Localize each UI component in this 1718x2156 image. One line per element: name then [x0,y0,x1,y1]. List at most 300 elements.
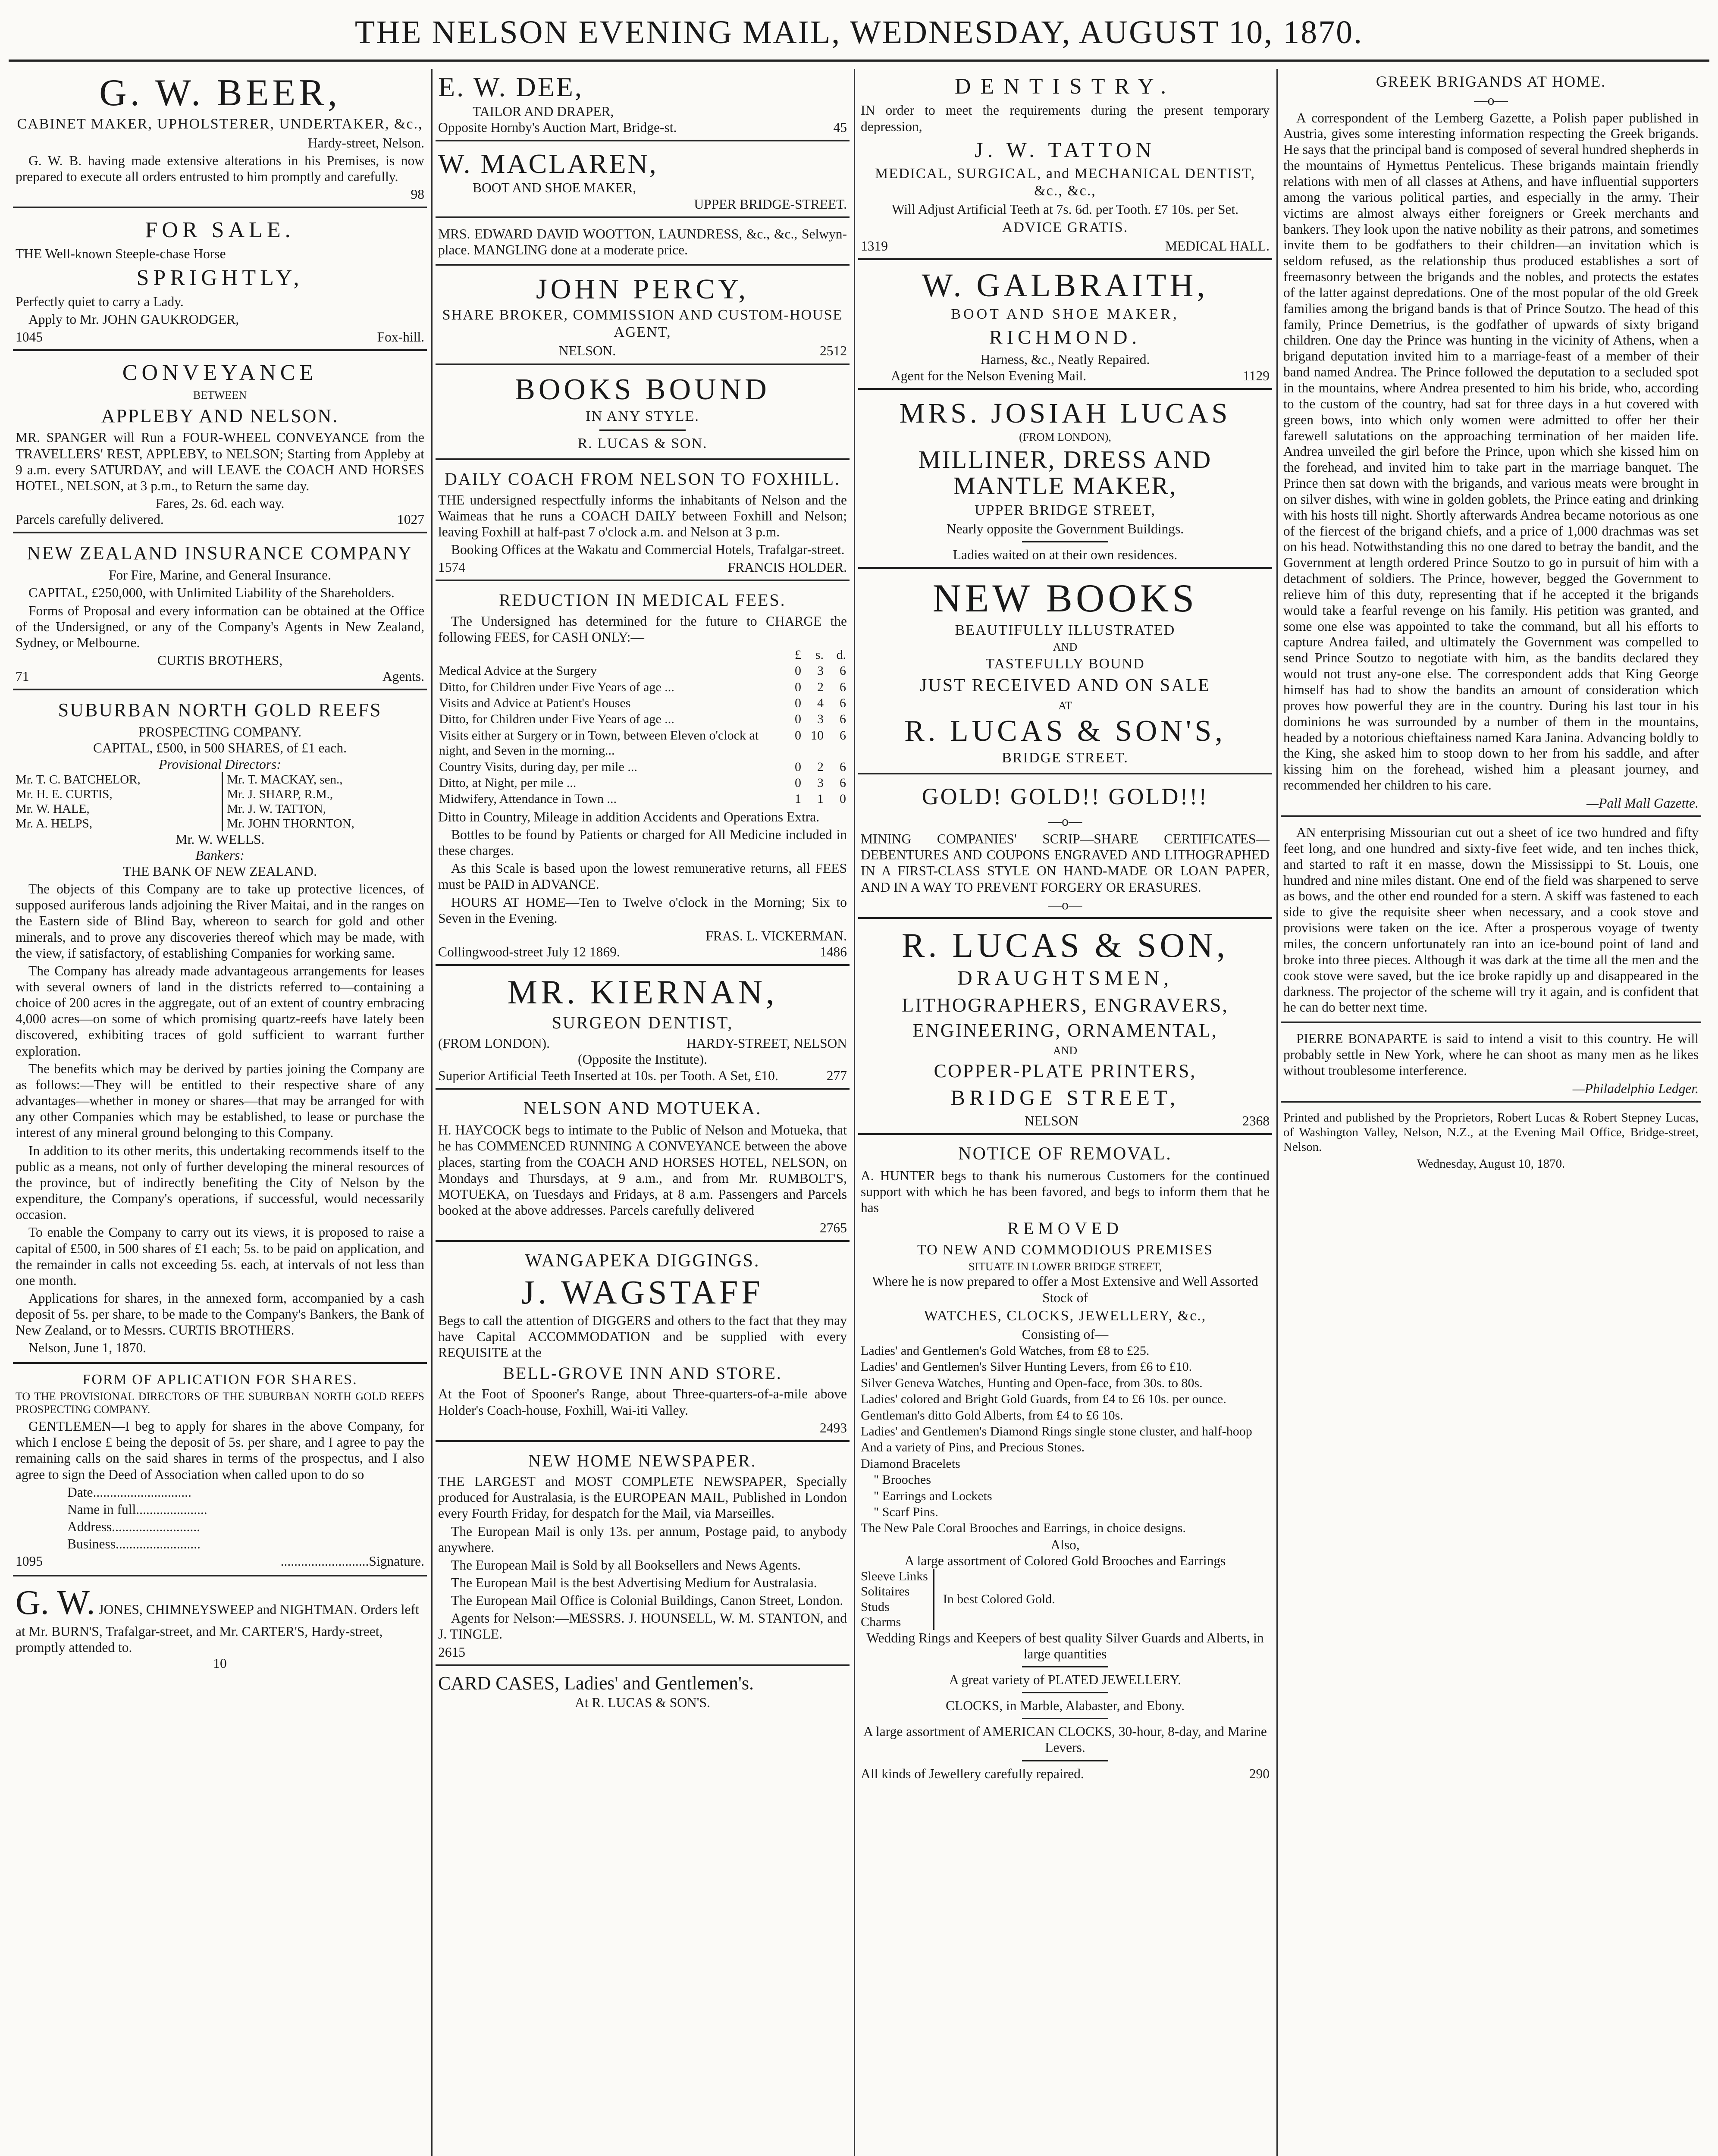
ad-insurance [13,538,427,690]
ad-at: AT [1058,699,1072,712]
fee-pounds: 1 [795,792,801,806]
ad-number: 10 [213,1656,227,1671]
fee-pounds: 0 [795,696,801,710]
ornament: —o— [1048,814,1082,829]
ad-capital: CAPITAL, £250,000, with Unlimited Liability of the Shareholders. [28,585,395,601]
directors-list [16,772,424,831]
ad-paragraph: THE LARGEST and MOST COMPLETE NEWSPAPER, Specially produced for Australasia, is the EUROPEAN MAIL, Published in London every Fourth Friday, for despatch for the Mail, via Marseilles. [438,1474,847,1521]
fee-row [438,775,847,791]
column-1 [13,69,427,2156]
ad-title: CONVEYANCE [122,360,318,385]
form-date: Date............................. [67,1484,191,1500]
fee-pence: 6 [840,712,846,727]
fee-pounds: 0 [795,680,801,694]
ad-name: R. LUCAS & SON'S, [904,714,1226,748]
form-signature: ..........................Signature. [280,1554,424,1569]
ad-r-lucas-son [858,923,1272,1135]
ad-consisting: Consisting of— [1022,1326,1109,1342]
ad-place: MEDICAL HALL. [1165,238,1270,254]
ad-and: AND [1053,640,1078,653]
short-rule [1022,1666,1108,1667]
ad-trade: CABINET MAKER, UPHOLSTERER, UNDERTAKER, &c., [17,116,423,132]
fee-pence: 6 [840,696,846,710]
ad-maclaren [436,146,850,218]
fee-label: Visits and Advice at Patient's Houses [439,696,631,710]
ad-trade: MILLINER, DRESS AND MANTLE MAKER, [918,445,1212,500]
ad-josiah-lucas [858,394,1272,569]
unit-pence: d. [836,647,846,662]
ad-footer [438,944,847,960]
ad-line: Perfectly quiet to carry a Lady. [16,294,184,309]
ad-note: Bottles to be found by Patients or charged for All Medicine included in these charges. [438,827,847,859]
ad-title: MRS. JOSIAH LUCAS [899,397,1231,429]
ad-hours: HOURS AT HOME—Ten to Twelve o'clock in the Morning; Six to Seven in the Evening. [438,894,847,926]
fee-pence: 6 [840,728,846,743]
directors-label: Provisional Directors: [159,756,281,772]
ad-line: DRAUGHTSMEN, [957,966,1173,990]
fee-row [438,679,847,695]
ad-stock: Where he is now prepared to offer a Most Extensive and Well Assorted Stock of [872,1274,1258,1305]
ad-signer: FRAS. L. VICKERMAN. [705,928,847,943]
ad-body: Superior Artificial Teeth Inserted at 10s. per Tooth. A Set, £10. [438,1068,778,1083]
ad-paragraph: The European Mail is only 13s. per annum, Postage paid, to anybody anywhere. [438,1523,847,1555]
list-item: Ladies' and Gentlemen's Silver Hunting Levers, from £6 to £10. [861,1360,1192,1374]
ad-sub: IN ANY STYLE. [586,408,699,425]
ad-title: NELSON AND MOTUEKA. [523,1098,762,1119]
ad-apply: Apply to Mr. JOHN GAUKRODGER, [28,312,239,327]
ad-paragraph: The benefits which may be derived by parties joining the Company are as follows:—They will be entitled to their respective share of any advantages—whether in money or shares—that may be arranged for with any other Companies which may be established, to lease or purchase the interest of any mineral ground belonging to this Company. [16,1061,424,1141]
ad-title: DAILY COACH FROM NELSON TO FOXHILL. [444,469,841,489]
unit-pounds: £ [795,647,801,662]
fee-label: Ditto, at Night, per mile ... [439,775,577,790]
director: Mr. A. HELPS, [16,817,93,831]
ad-body: THE undersigned respectfully informs the inhabitants of Nelson and the Waimeas that he runs a COACH DAILY between Foxhill and Nelson; leaving Foxhill at half-past 7 o'clock a.m. and Nelson at 3 p.m. [438,492,847,539]
ad-sub: For Fire, Marine, and General Insurance. [108,567,332,583]
column-2 [436,69,850,2156]
ad-kiernan [436,970,850,1090]
list-item: Solitaires [861,1584,910,1599]
ad-to: TO NEW AND COMMODIOUS PREMISES [917,1241,1213,1258]
short-rule [1022,541,1108,542]
ad-place: NELSON. [559,343,616,359]
ad-from: (FROM LONDON). [438,1036,550,1051]
ad-new-home-newspaper [436,1446,850,1666]
ad-date: Nelson, June 1, 1870. [28,1340,146,1356]
ad-street: BRIDGE STREET. [1002,750,1129,766]
ad-medical-fees [436,586,850,966]
ad-gold [858,779,1272,919]
list-item: The New Pale Coral Brooches and Earrings, in choice designs. [861,1521,1186,1536]
fee-pounds: 0 [795,728,801,743]
ad-line: LITHOGRAPHERS, ENGRAVERS, [902,993,1229,1016]
ad-intro: The Undersigned has determined for the future to CHARGE the following FEES, for CASH ONLY:— [438,613,847,645]
ad-motueka [436,1094,850,1242]
bank-name: THE BANK OF NEW ZEALAND. [123,863,317,879]
ad-number: 98 [411,186,424,202]
list-item: " Earrings and Lockets [874,1489,992,1503]
ad-note: Ditto in Country, Mileage in addition Accidents and Operations Extra. [438,809,820,824]
director: Mr. J. SHARP, R.M., [227,787,333,801]
ad-title: BOOKS BOUND [515,373,770,406]
ad-initials: G. W. [16,1584,95,1622]
fee-shillings: 10 [811,728,824,743]
list-item: " Scarf Pins. [874,1504,938,1519]
ad-for-sale [13,213,427,351]
fee-pence: 6 [840,680,846,694]
ad-coach [436,464,850,581]
list-item: Studs [861,1599,890,1614]
fee-row [438,711,847,727]
column-rule [854,69,855,2156]
ad-beer [13,69,427,208]
list-item: " Brooches [874,1473,931,1487]
list-item: And a variety of Pins, and Precious Stones. [861,1440,1085,1455]
director: Mr. T. MACKAY, sen., [227,772,343,787]
fee-shillings: 3 [817,775,824,790]
ad-inn: BELL-GROVE INN AND STORE. [503,1363,782,1383]
ad-signer: CURTIS BROTHERS, [157,653,283,668]
ad-dee [436,69,850,141]
ad-capital: CAPITAL, £500, in 500 SHARES, of £1 each. [93,740,347,756]
ad-address: HARDY-STREET, NELSON [686,1036,847,1051]
director: Mr. W. WELLS. [175,831,265,847]
ad-repaired: All kinds of Jewellery carefully repaired. [861,1766,1084,1781]
ad-title: G. W. BEER, [99,72,341,114]
ad-between: BETWEEN [193,389,247,401]
ad-footer [16,329,424,345]
ad-trade: TAILOR AND DRAPER, [473,103,614,119]
ad-where: At the Foot of Spooner's Range, about Three-quarters-of-a-mile above Holder's Coach-house, Foxhill, Wai-iti Valley. [438,1386,847,1418]
ad-name: J. WAGSTAFF [521,1273,764,1311]
fee-label: Midwifery, Attendance in Town ... [439,792,617,806]
ad-footer [861,368,1270,384]
form-footer [16,1553,424,1569]
ad-jones [13,1581,427,1676]
ad-opposite: (Opposite the Institute). [577,1052,708,1067]
ad-number: 290 [1249,1766,1270,1781]
ornament: —o— [1474,93,1508,108]
ad-line: ENGINEERING, ORNAMENTAL, [912,1019,1218,1041]
ad-place: Fox-hill. [377,329,424,345]
fee-row [438,791,847,807]
ad-books-bound [436,370,850,461]
article-bonaparte [1281,1028,1701,1103]
ad-title: JOHN PERCY, [536,273,749,305]
ad-adjust: Will Adjust Artificial Teeth at 7s. 6d. per Tooth. £7 10s. per Set. [891,201,1239,217]
ad-body: MR. SPANGER will Run a FOUR-WHEEL CONVEYANCE from the TRAVELLERS' REST, APPLEBY, to NELSON; Starting from Appleby at 9 a.m. every SATURDAY, and will LEAVE the COACH AND HORSES HOTEL, NELSON, at 3 p.m., to Return the same day. [16,430,424,493]
ad-trade: MEDICAL, SURGICAL, and MECHANICAL DENTIST, &c., &c., [875,165,1255,199]
imprint-date: Wednesday, August 10, 1870. [1417,1156,1565,1171]
ad-street: UPPER BRIDGE STREET, [974,502,1156,518]
imprint-body: Printed and published by the Proprietors, Robert Lucas & Robert Stepney Lucas, of Washington Valley, Nelson, N.Z., at the Evening Mail Office, Bridge-street, Nelson. [1283,1110,1699,1154]
ad-footer [438,119,847,135]
director: Mr. T. C. BATCHELOR, [16,772,141,787]
ad-number: 277 [826,1068,847,1083]
ad-note: As this Scale is based upon the lowest remunerative returns, all FEES must be PAID in ADVANCE. [438,861,847,892]
ad-paragraph: The European Mail is Sold by all Booksellers and News Agents. [451,1557,801,1573]
ad-body: Forms of Proposal and every information can be obtained at the Office of the Undersigned, or any of the Company's Agents in New Zealand, Sydney, or Melbourne. [16,603,424,650]
director: Mr. J. W. TATTON, [227,802,326,816]
director: Mr. JOHN THORNTON, [227,817,354,831]
ad-trade: SHARE BROKER, COMMISSION AND CUSTOM-HOUSE AGENT, [442,307,843,341]
ad-paragraph: Agents for Nelson:—MESSRS. J. HOUNSELL, W. M. STANTON, and J. TINGLE. [438,1611,847,1642]
ad-address: Hardy-street, Nelson. [307,135,424,150]
form-business: Business......................... [67,1536,201,1552]
ad-title: NEW BOOKS [932,576,1198,620]
ad-number: 2368 [1242,1113,1270,1129]
ad-title: MR. KIERNAN, [507,973,778,1011]
ad-fares: Fares, 2s. 6d. each way. [155,496,285,511]
director: Mr. W. HALE, [16,802,90,816]
ad-plated: A great variety of PLATED JEWELLERY. [949,1672,1182,1687]
fee-shillings: 2 [817,759,824,774]
ad-title: FORM OF APLICATION FOR SHARES. [82,1371,357,1388]
ad-parcels: Parcels carefully delivered. [16,512,164,527]
bankers-label: Bankers: [195,847,245,863]
ad-goods: WATCHES, CLOCKS, JEWELLERY, &c., [924,1307,1207,1324]
list-item: Ladies' and Gentlemen's Gold Watches, from £8 to £25. [861,1344,1150,1358]
form-body: GENTLEMEN—I beg to apply for shares in the above Company, for which I enclose £ being the deposit of 5s. per share, and I agree to pay the remaining calls on the said shares in terms of the prospectus, and I also agree to sign the Deed of Association when called upon to do so [16,1419,424,1482]
ad-body: A. HUNTER begs to thank his numerous Customers for the continued support with which he has been favored, and begs to inform them that he has [861,1168,1270,1216]
ad-title: WANGAPEKA DIGGINGS. [525,1251,760,1271]
ad-colored: A large assortment of Colored Gold Brooches and Earrings [904,1553,1226,1568]
ad-paragraph: The European Mail is the best Advertising Medium for Australasia. [451,1575,817,1591]
ad-number: 71 [16,669,29,684]
ad-removal [858,1139,1272,1786]
ad-card-cases [436,1670,850,1715]
ad-footer [438,1068,847,1084]
fee-shillings: 2 [817,680,824,694]
ad-number: 1574 [438,560,465,575]
ad-trade: BOOT AND SHOE MAKER, [473,180,636,196]
unit-shillings: s. [815,647,824,662]
list-item: Ladies' and Gentlemen's Diamond Rings single stone cluster, and half-hoop [861,1424,1252,1438]
group-label: In best Colored Gold. [943,1592,1055,1607]
ad-number: 45 [833,119,847,135]
ad-and: AND [1053,1044,1078,1057]
ad-line: COPPER-PLATE PRINTERS, [934,1060,1197,1082]
ad-percy [436,270,850,365]
article-title: GREEK BRIGANDS AT HOME. [1376,73,1606,90]
fee-label: Country Visits, during day, per mile ... [439,759,637,774]
ad-removed: REMOVED [1007,1219,1123,1238]
ad-body: Begs to call the attention of DIGGERS and others to the fact that they may have Capital ACCOMMODATION and be supplied with every REQUISITE at the [438,1313,847,1360]
fee-pounds: 0 [795,664,801,678]
fees-header [438,647,847,663]
fee-pounds: 0 [795,712,801,727]
ad-footer [438,343,847,359]
ad-date: Collingwood-street July 12 1869. [438,944,620,959]
ad-place: NELSON [1025,1113,1078,1129]
fees-table [438,647,847,807]
short-rule [599,429,686,431]
ad-title: SUBURBAN NORTH GOLD REEFS [58,699,382,721]
ad-near: Nearly opposite the Government Buildings. [946,521,1184,536]
ad-signer: FRANCIS HOLDER. [727,560,847,575]
fee-row [438,695,847,711]
ad-title: FOR SALE. [145,218,295,243]
list-item: Sleeve Links [861,1569,928,1584]
form-address: Address.......................... [67,1519,200,1534]
ad-route: APPLEBY AND NELSON. [101,405,339,426]
fee-label: Medical Advice at the Surgery [439,664,597,678]
ad-line: Harness, &c., Neatly Repaired. [980,352,1150,367]
ad-number: 2493 [820,1420,847,1435]
ad-situate: SITUATE IN LOWER BRIDGE STREET, [969,1260,1162,1273]
article-greek-brigands [1281,69,1701,817]
ad-waited: Ladies waited on at their own residences. [953,547,1178,562]
ad-body: JONES, CHIMNEYSWEEP and NIGHTMAN. Orders left at Mr. BURN'S, Trafalgar-street, and Mr. CARTER'S, Hardy-street, promptly attended to. [16,1602,419,1655]
column-rule [431,69,433,2156]
fee-shillings: 1 [817,792,824,806]
ad-street: BRIDGE STREET, [950,1085,1180,1110]
column-4 [1281,69,1701,2156]
fee-label: Ditto, for Children under Five Years of age ... [439,712,674,727]
ad-footer [861,1113,1270,1129]
ad-clocks: CLOCKS, in Marble, Alabaster, and Ebony. [946,1698,1185,1714]
fee-pounds: 0 [795,775,801,790]
ad-trade: BOOT AND SHOE MAKER, [951,306,1179,323]
fee-shillings: 4 [817,696,824,710]
fee-pence: 0 [840,792,846,806]
ad-footer [16,668,424,684]
ad-also: Also, [1050,1537,1080,1552]
list-item: Ladies' colored and Bright Gold Guards, from £4 to £6 10s. per ounce. [861,1392,1226,1407]
ad-new-books [858,573,1272,774]
ad-address: Opposite Hornby's Auction Mart, Bridge-st. [438,119,677,135]
ad-conveyance [13,355,427,533]
ad-role: Agents. [382,669,424,684]
ad-number: 2615 [438,1644,465,1660]
ad-from-row [438,1035,847,1051]
ad-wootton [436,222,850,266]
fee-label: Ditto, for Children under Five Years of age ... [439,680,674,694]
ad-number: 1095 [16,1554,43,1569]
form-name: Name in full..................... [67,1501,207,1517]
article-paragraph: A correspondent of the Lemberg Gazette, a Polish paper published in Austria, gives some interesting information respecting the Greek brigands. He says that the principal band is composed of several hundred shepherds in the mountains of Hymettus Pentelicus. These brigands maintain friendly relations with men of all classes at Athens, and have influential supporters among the various political parties, and especially in the army. Their victims are almost always either foreigners or Greek merchants and bankers. They look upon the native nobility as their patrons, and sometimes invite them to be godfathers to their children—an invitation which is seldom refused, as the relationship thus produced establishes a sort of freemasonry between the brigands and the nobles, and protects the estates of the latter against depredations. One of the most popular of the old Greek families among the brigand bands is that of Prince Soutzo. The head of this family, Prince Demetrius, is the godfather of upwards of sixty brigand children. One day the Prince was hunting in the vicinity of Athens, when a brigand deputation invited him to a marriage-feast of a member of their band named Andrea. The Prince followed the deputation to a secluded spot in the mountains, where Andrea presented to him his bride, who, according to the custom of the country, had sat for three days in a hut covered with green bows, into which only women were admitted to offer her their farewell salutations on the approaching termination of her maiden life. Andrea unveiled the girl before the Prince, upon which she kissed him on the forehead, and invited him to take part in the marriage banquet. The Prince then sat down with the brigands, and various meats were brought in on silver dishes, with wine in golden goblets, the Prince eating and drinking with his hosts till night. Shortly afterwards Andrea became notorious as one of the fiercest of the brigand chiefs, and a price of 1,000 drachmas was set on his head. Notwithstanding this no one dared to betray the bandit, and the Government at length ordered Prince Soutzo to go in pursuit of him with a detachment of soldiers. The Prince, however, begged the Government to relieve him of this duty, representing that if he accepted it the brigands would take a fearful revenge on his family. His petition was granted, and some one else was appointed to take the command, but all his efforts to capture Andrea failed, and ultimately the Government was compelled to send Prince Soutzo to negotiate with him, as the bandits declared they would not trust any-one else. The correspondent adds that King George himself has had to show the bandits an amount of consideration which proves how powerful they are in the country. During his last tour in his dominions he was surrounded by a number of them in the mountains, headed by a notorious chieftainess named Kara Janina. Advancing boldly to the King, she asked him to stoop down to her from his saddle, and after kissing him on the forehead, wished him a pleasant journey, and recommended her children to his care. [1283,110,1699,793]
ad-footer [438,559,847,575]
ad-title: DENTISTRY. [954,74,1176,99]
article-source: —Philadelphia Ledger. [1572,1081,1699,1096]
fee-row [438,663,847,679]
ad-number: 1486 [820,944,847,959]
short-rule [1022,1760,1108,1761]
ad-body: G. W. B. having made extensive alterations in his Premises, is now prepared to execute all orders entrusted to him promptly and carefully. [16,153,424,184]
short-rule [1022,1718,1108,1719]
ad-address: UPPER BRIDGE-STREET. [694,196,847,212]
ad-trade: SURGEON DENTIST, [552,1013,734,1033]
ad-title: REDUCTION IN MEDICAL FEES. [499,590,786,610]
ad-sub: PROSPECTING COMPANY. [138,724,302,740]
article-paragraph: AN enterprising Missourian cut out a sheet of ice two hundred and fifty feet long, and one hundred and sixty-five feet wide, and ten inches thick, and started to raft it en masse, down the Mississippi to St. Louis, one hundred and nine miles distant. One end of the field was sharpened to serve as bows, and the other end rounded for a stern. A skiff was fastened to each side to give the requisite sheer when necessary, and a cook stove and provisions were taken on the ice. After a prosperous voyage of twenty miles, the concern unfortunately ran into an ice-bound point of land and broke into three pieces. Although it was dark at the time all the men and the cook stove were saved, but the ice broke rapidly up and disappeared in the darkness. The projector of the scheme will try it again, and is confident that he can do better next time. [1283,825,1699,1015]
ad-wangapeka [436,1246,850,1442]
list-item: Silver Geneva Watches, Hunting and Open-face, from 30s. to 80s. [861,1376,1203,1390]
fee-shillings: 3 [817,664,824,678]
ad-booking: Booking Offices at the Wakatu and Commercial Hotels, Trafalgar-street. [451,542,845,558]
ad-dentistry [858,69,1272,260]
horse-name: SPRIGHTLY, [136,265,304,290]
ad-signer: R. LUCAS & SON. [577,436,708,452]
ad-application-form [13,1368,427,1577]
list-item: Diamond Bracelets [861,1456,960,1471]
ad-galbraith [858,264,1272,389]
ad-from: (FROM LONDON), [1019,431,1111,444]
ad-body: H. HAYCOCK begs to intimate to the Public of Nelson and Motueka, that he has COMMENCED RUNNING A CONVEYANCE between the above places, starting from the COACH AND HORSES HOTEL, NELSON, on Mondays and Thursdays, at 9 a.m., and from Mr. RUMBOLT'S, MOTUEKA, on Tuesdays and Fridays, at 8 a.m. Passengers and Parcels booked at the above addresses. Parcels carefully delivered [438,1122,847,1218]
ad-number: 1027 [397,512,424,527]
article-missourian [1281,821,1701,1023]
list-item: Charms [861,1615,901,1630]
form-to: TO THE PROVISIONAL DIRECTORS OF THE SUBURBAN NORTH GOLD REEFS PROSPECTING COMPANY. [16,1390,424,1416]
ad-body: IN order to meet the requirements during the present temporary depression, [861,103,1270,134]
ad-title: W. GALBRAITH, [922,267,1209,304]
ad-title: NEW HOME NEWSPAPER. [528,1451,757,1470]
ad-body: MRS. EDWARD DAVID WOOTTON, LAUNDRESS, &c., &c., Selwyn-place. MANGLING done at a moderate price. [438,226,847,257]
ad-paragraph: To enable the Company to carry out its views, it is proposed to raise a capital of £500, in 500 shares of £1 each; 5s. to be paid on application, and the remainder in calls not exceeding 5s. each, at intervals of not less than one month. [16,1225,424,1288]
ad-body: THE Well-known Steeple-chase Horse [16,246,226,262]
fee-pence: 6 [840,664,846,678]
ad-american: A large assortment of AMERICAN CLOCKS, 30-hour, 8-day, and Marine Levers. [863,1724,1267,1755]
fee-pence: 6 [840,775,846,790]
fee-label: Visits either at Surgery or in Town, between Eleven o'clock at night, and Seven in the morning... [439,728,759,758]
ad-line: JUST RECEIVED AND ON SALE [920,676,1210,696]
ad-number: 2512 [820,343,847,359]
director: Mr. H. E. CURTIS, [16,787,113,801]
ad-number: 2765 [820,1220,847,1236]
masthead: THE NELSON EVENING MAIL, WEDNESDAY, AUGUST 10, 1870. [354,14,1364,50]
ad-place: RICHMOND. [989,326,1141,348]
ad-paragraph: In addition to its other merits, this undertaking recommends itself to the public as a means, not only of further developing the mineral resources of the province, but of indirectly benefiting the City of Nelson by the expenditure, the Company's operations, if successful, would necessarily occasion. [16,1143,424,1222]
fee-row [438,727,847,759]
ad-at: At R. LUCAS & SON'S. [575,1695,710,1710]
ad-footer [861,1766,1270,1782]
ad-paragraph: Applications for shares, in the annexed form, accompanied by a cash deposit of 5s. per share, to be made to the Company's Bankers, the Bank of New Zealand, or to Messrs. CURTIS BROTHERS. [16,1290,424,1338]
ad-number: 1319 [861,238,888,254]
article-paragraph: PIERRE BONAPARTE is said to intend a visit to this country. He will probably settle in New York, where he can shoot as many men as he likes without troublesome interference. [1283,1031,1699,1078]
ad-agent: Agent for the Nelson Evening Mail. [891,368,1087,383]
stock-list [861,1343,1270,1536]
ad-body: MINING COMPANIES' SCRIP—SHARE CERTIFICATES—DEBENTURES AND COUPONS ENGRAVED AND LITHOGRAPHED IN A FIRST-CLASS STYLE ON HAND-MADE OR LOAN PAPER, AND IN A WAY TO PREVENT FORGERY OR ERASURES. [861,831,1270,895]
fee-pence: 6 [840,759,846,774]
fee-pounds: 0 [795,759,801,774]
imprint [1281,1107,1701,1175]
ad-title: R. LUCAS & SON, [902,926,1229,965]
ad-title: CARD CASES, Ladies' and Gentlemen's. [438,1672,754,1694]
ad-gold-reefs [13,695,427,1363]
ad-footer [861,238,1270,254]
ad-footer [16,511,424,527]
ad-wedding: Wedding Rings and Keepers of best quality Silver Guards and Alberts, in large quantities [866,1630,1264,1661]
ad-title: NOTICE OF REMOVAL. [958,1144,1172,1164]
ad-number: 1045 [16,329,43,345]
list-item: Gentleman's ditto Gold Alberts, from £4 to £6 10s. [861,1408,1123,1423]
ad-paragraph: The European Mail Office is Colonial Buildings, Canon Street, London. [451,1593,843,1608]
ad-name: J. W. TATTON [975,137,1156,162]
ad-title: E. W. DEE, [438,72,583,102]
ad-title: NEW ZEALAND INSURANCE COMPANY [27,542,413,564]
article-source: —Pall Mall Gazette. [1586,795,1699,811]
ad-paragraph: The Company has already made advantageous arrangements for leases with several owners of land in the districts referred to—containing a choice of 200 acres in the aggregate, out of an extent of country embracing 4,000 acres—on some of which promising quartz-reefs have lately been discovered, exhibiting traces of gold sufficient to warrant further exploration. [16,963,424,1059]
ad-title: GOLD! GOLD!! GOLD!!! [922,783,1209,810]
ad-paragraph: The objects of this Company are to take up protective licences, of supposed auriferous lands adjoining the River Maitai, and in the ranges on the Eastern side of Blind Bay, whereon to search for gold and other minerals, and to prove any discoveries thereof which may be made, with the view, if satisfactory, of establishing Companies for working same. [16,881,424,961]
column-3 [858,69,1272,2156]
fee-shillings: 3 [817,712,824,727]
ad-title: W. MACLAREN, [438,148,658,179]
column-rule [1276,69,1278,2156]
ornament: —o— [1048,897,1082,912]
ad-advice: ADVICE GRATIS. [1002,219,1129,236]
masthead-rule [9,60,1709,62]
ad-line: TASTEFULLY BOUND [985,656,1145,672]
